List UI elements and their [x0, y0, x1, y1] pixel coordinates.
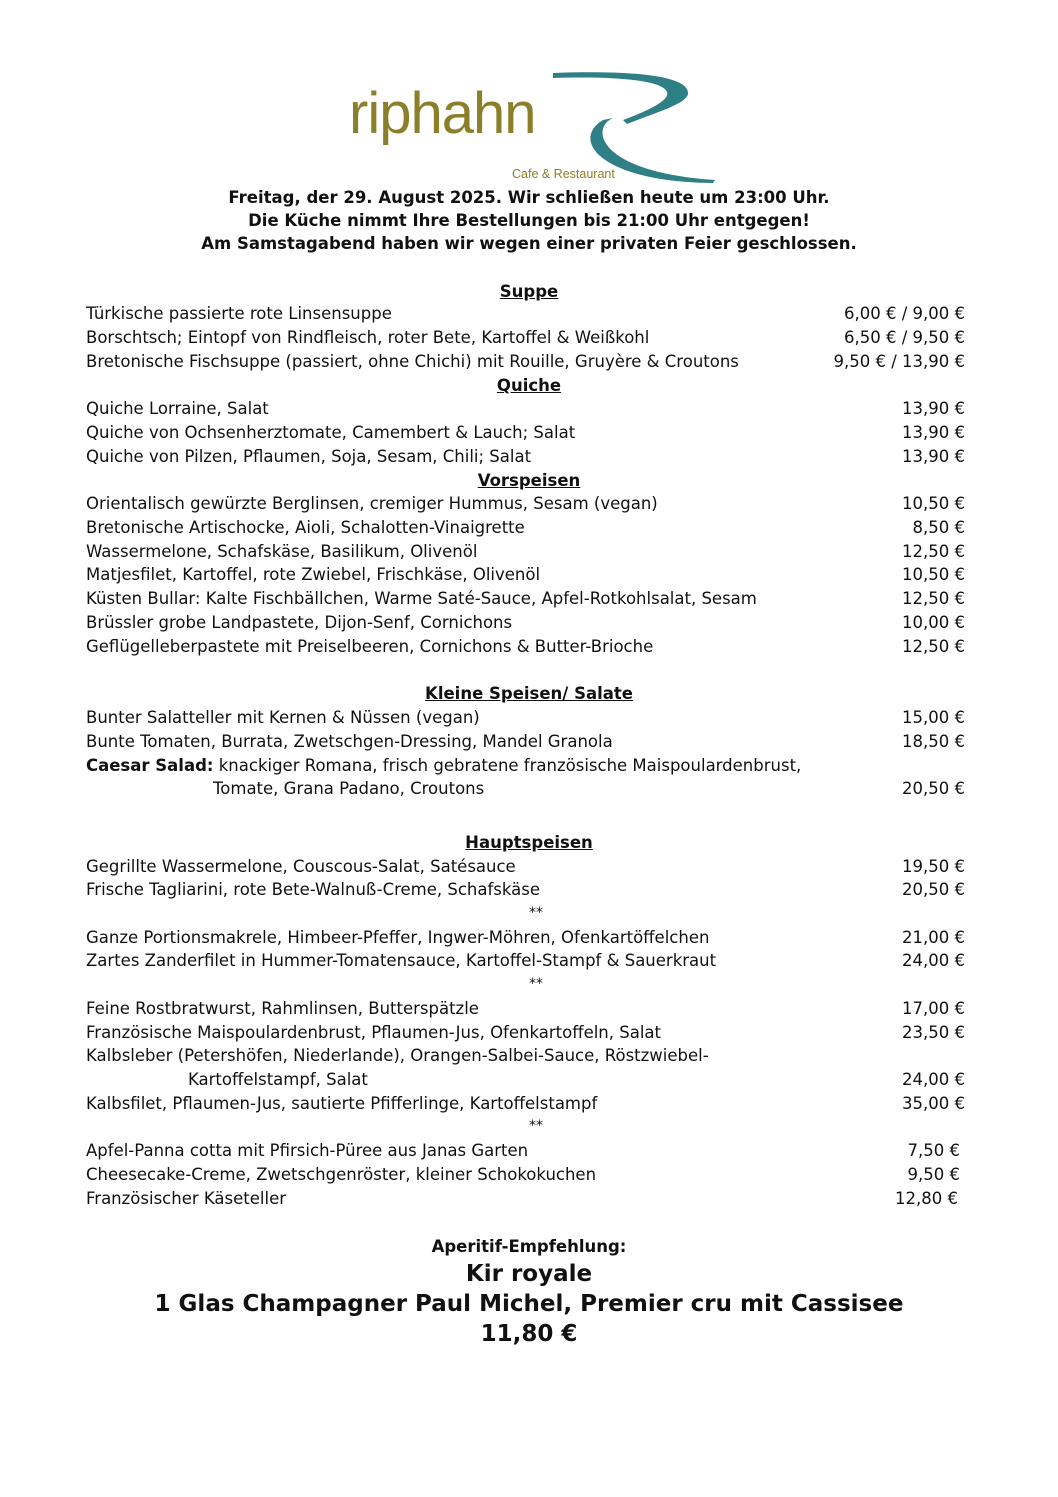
- menu-item: Borschtsch; Eintopf von Rindfleisch, roter Bete, Kartoffel & Weißkohl 6,50 € / 9,50 €: [86, 328, 965, 347]
- menu-item: Bretonische Artischocke, Aioli, Schalotten-Vinaigrette 8,50 €: [86, 518, 965, 537]
- menu-item: Quiche von Ochsenherztomate, Camembert & Lauch; Salat 13,90 €: [86, 423, 965, 442]
- notice-line-2: Die Küche nimmt Ihre Bestellungen bis 21:00 Uhr entgegen!: [248, 211, 810, 230]
- menu-item: Bunter Salatteller mit Kernen & Nüssen (vegan) 15,00 €: [86, 708, 965, 727]
- menu-item: Quiche Lorraine, Salat 13,90 €: [86, 399, 965, 418]
- notice-line-1: Freitag, der 29. August 2025. Wir schließen heute um 23:00 Uhr.: [228, 188, 830, 207]
- menu-item: Feine Rostbratwurst, Rahmlinsen, Butterspätzle 17,00 €: [86, 999, 965, 1018]
- menu-item: Kalbsfilet, Pflaumen-Jus, sautierte Pfifferlinge, Kartoffelstampf 35,00 €: [86, 1094, 965, 1113]
- menu-item: Französische Maispoulardenbrust, Pflaumen-Jus, Ofenkartoffeln, Salat 23,50 €: [86, 1023, 965, 1042]
- menu-item: Zartes Zanderfilet in Hummer-Tomatensauce, Kartoffel-Stampf & Sauerkraut 24,00 €: [86, 951, 965, 970]
- aperitif-description: 1 Glas Champagner Paul Michel, Premier cru mit Cassisee: [154, 1291, 904, 1317]
- menu-item: Türkische passierte rote Linsensuppe 6,00 € / 9,00 €: [86, 304, 965, 323]
- menu-item: Quiche von Pilzen, Pflaumen, Soja, Sesam, Chili; Salat 13,90 €: [86, 447, 965, 466]
- aperitif-drink: Kir royale: [465, 1261, 593, 1287]
- menu-item: Bretonische Fischsuppe (passiert, ohne Chichi) mit Rouille, Gruyère & Croutons 9,50 € / 13,90 €: [86, 352, 965, 371]
- menu-item: Frische Tagliarini, rote Bete-Walnuß-Creme, Schafskäse 20,50 €: [86, 880, 965, 899]
- section-title-vorspeisen: Vorspeisen: [477, 471, 581, 490]
- menu-item: Bunte Tomaten, Burrata, Zwetschgen-Dressing, Mandel Granola 18,50 €: [86, 732, 965, 751]
- dessert-item: Französischer Käseteller 12,80 €: [86, 1189, 958, 1208]
- aperitif-price: 11,80 €: [480, 1321, 578, 1347]
- section-title-suppe: Suppe: [499, 282, 559, 301]
- separator: **: [529, 1118, 543, 1134]
- menu-item-kalbsleber-cont: Kartoffelstampf, Salat 24,00 €: [188, 1070, 965, 1089]
- logo: [345, 70, 725, 185]
- menu-item: Wassermelone, Schafskäse, Basilikum, Olivenöl 12,50 €: [86, 542, 965, 561]
- menu-item-caesar: Caesar Salad: knackiger Romana, frisch gebratene französische Maispoulardenbrust,: [86, 756, 802, 775]
- section-title-haupt: Hauptspeisen: [465, 833, 593, 852]
- menu-item: Geflügelleberpastete mit Preiselbeeren, Cornichons & Butter-Brioche 12,50 €: [86, 637, 965, 656]
- brand-name: riphahn: [349, 81, 536, 146]
- menu-item: Brüssler grobe Landpastete, Dijon-Senf, Cornichons 10,00 €: [86, 613, 965, 632]
- menu-item-caesar-cont: Tomate, Grana Padano, Croutons 20,50 €: [213, 779, 965, 798]
- menu-item: Küsten Bullar: Kalte Fischbällchen, Warme Saté-Sauce, Apfel-Rotkohlsalat, Sesam 12,50 €: [86, 589, 965, 608]
- menu-item: Matjesfilet, Kartoffel, rote Zwiebel, Frischkäse, Olivenöl 10,50 €: [86, 565, 965, 584]
- aperitif-label: Aperitif-Empfehlung:: [431, 1237, 627, 1256]
- menu-item-kalbsleber: Kalbsleber (Petershöfen, Niederlande), Orangen-Salbei-Sauce, Röstzwiebel-: [86, 1046, 709, 1065]
- dessert-item: Apfel-Panna cotta mit Pfirsich-Püree aus Janas Garten 7,50 €: [86, 1141, 960, 1160]
- menu-item: Ganze Portionsmakrele, Himbeer-Pfeffer, Ingwer-Möhren, Ofenkartöffelchen 21,00 €: [86, 928, 965, 947]
- notice-line-3: Am Samstagabend haben wir wegen einer privaten Feier geschlossen.: [201, 234, 857, 253]
- menu-item: Orientalisch gewürzte Berglinsen, cremiger Hummus, Sesam (vegan) 10,50 €: [86, 494, 965, 513]
- brand-subtitle: Cafe & Restaurant: [512, 167, 615, 181]
- dessert-item: Cheesecake-Creme, Zwetschgenröster, kleiner Schokokuchen 9,50 €: [86, 1165, 960, 1184]
- separator: **: [529, 976, 543, 992]
- section-title-quiche: Quiche: [496, 376, 562, 395]
- section-title-salate: Kleine Speisen/ Salate: [425, 684, 633, 703]
- separator: **: [529, 905, 543, 921]
- menu-item: Gegrillte Wassermelone, Couscous-Salat, Satésauce 19,50 €: [86, 857, 965, 876]
